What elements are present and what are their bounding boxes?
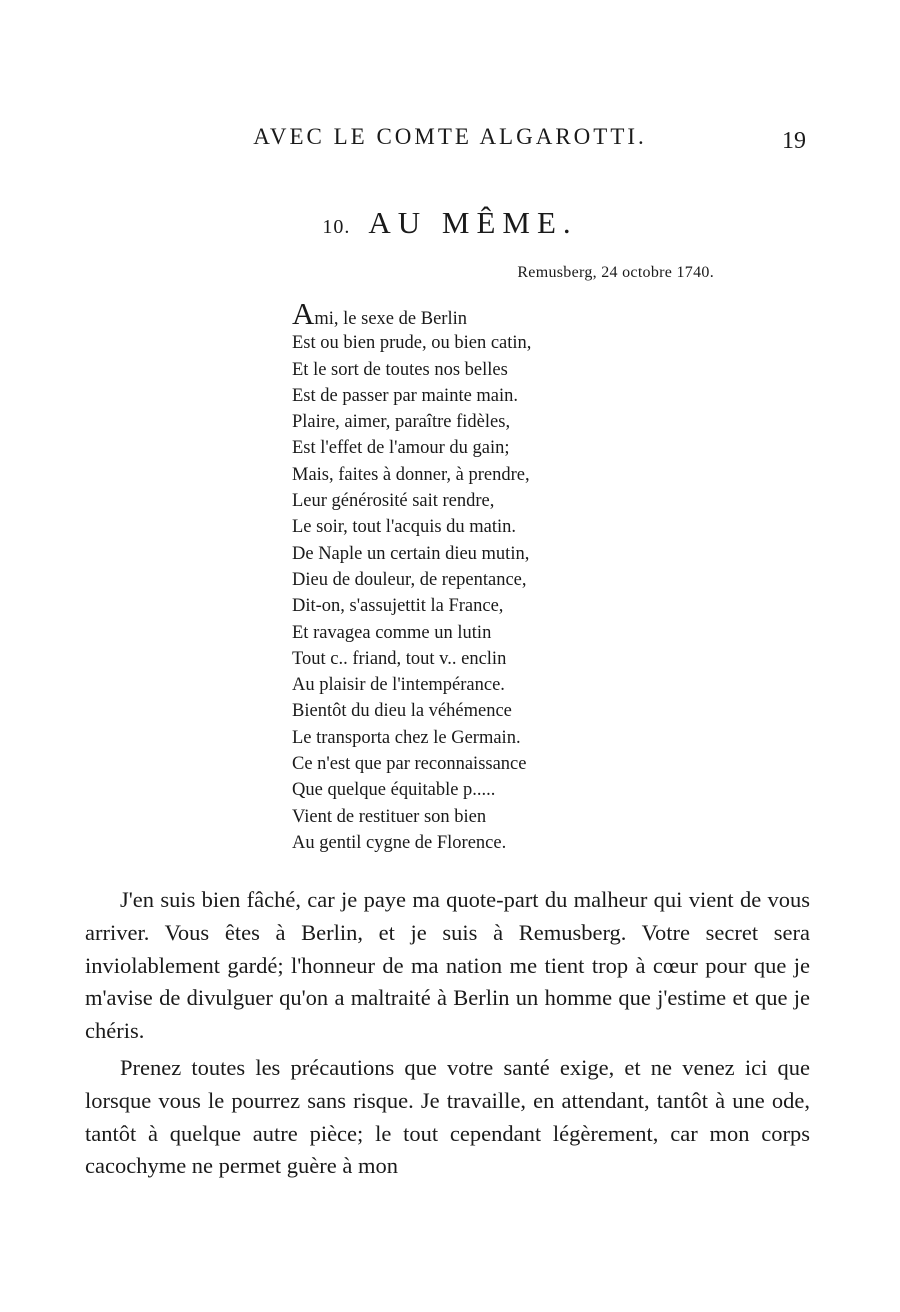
poem-line: Tout c.. friand, tout v.. enclin	[292, 648, 507, 669]
poem-line: De Naple un certain dieu mutin,	[292, 543, 530, 564]
body-paragraph: J'en suis bien fâché, car je paye ma quote-part du malheur qui vient de vous arriver. Vous êtes à Berlin, et je suis à Remusberg. Votre secret sera inviolablement gardé; l'honneur de ma nation me tient trop à cœur pour que je m'avise de divulguer qu'on a maltraité à Berlin un homme que j'estime et que je chéris.	[85, 887, 810, 1044]
poem-line: Et ravagea comme un lutin	[292, 622, 492, 643]
letter-body	[85, 884, 810, 1187]
poem-line: Est l'effet de l'amour du gain;	[292, 438, 510, 459]
poem-line: Le transporta chez le Germain.	[292, 727, 521, 748]
poem-line: Ce n'est que par reconnaissance	[292, 754, 527, 775]
poem-line: Leur générosité sait rendre,	[292, 491, 495, 512]
poem-line: Est de passer par mainte main.	[292, 385, 519, 406]
poem-line: Est ou bien prude, ou bien catin,	[292, 333, 532, 354]
poem-line: Dieu de douleur, de repentance,	[292, 569, 527, 590]
poem	[292, 296, 712, 856]
poem-line: Au gentil cygne de Florence.	[292, 832, 507, 853]
poem-line: Le soir, tout l'acquis du matin.	[292, 517, 517, 538]
page-number: 19	[782, 128, 806, 154]
poem-line: Et le sort de toutes nos belles	[292, 359, 508, 380]
poem-line-text: mi, le sexe de Berlin	[314, 309, 467, 329]
poem-line: Bientôt du dieu la véhémence	[292, 701, 512, 722]
poem-line: Que quelque équitable p.....	[292, 780, 496, 801]
drop-cap: A	[292, 296, 315, 331]
running-head: AVEC LE COMTE ALGAROTTI.	[253, 124, 647, 149]
letter-heading	[0, 205, 900, 241]
poem-line: Au plaisir de l'intempérance.	[292, 675, 505, 696]
poem-line: Plaire, aimer, paraître fidèles,	[292, 412, 511, 433]
poem-line	[292, 296, 712, 331]
dateline: Remusberg, 24 octobre 1740.	[517, 264, 714, 281]
letter-title: AU MÊME.	[368, 205, 578, 240]
letter-number: 10.	[322, 216, 351, 238]
poem-line: Vient de restituer son bien	[292, 806, 487, 827]
body-paragraph: Prenez toutes les précautions que votre santé exige, et ne venez ici que lorsque vous le pourrez sans risque. Je travaille, en attendant, tantôt à une ode, tantôt à quelque autre pièce; le tout cependant légèrement, car mon corps cacochyme ne permet guère à mon	[85, 1054, 810, 1179]
poem-line: Mais, faites à donner, à prendre,	[292, 464, 530, 485]
poem-line: Dit-on, s'assujettit la France,	[292, 596, 504, 617]
